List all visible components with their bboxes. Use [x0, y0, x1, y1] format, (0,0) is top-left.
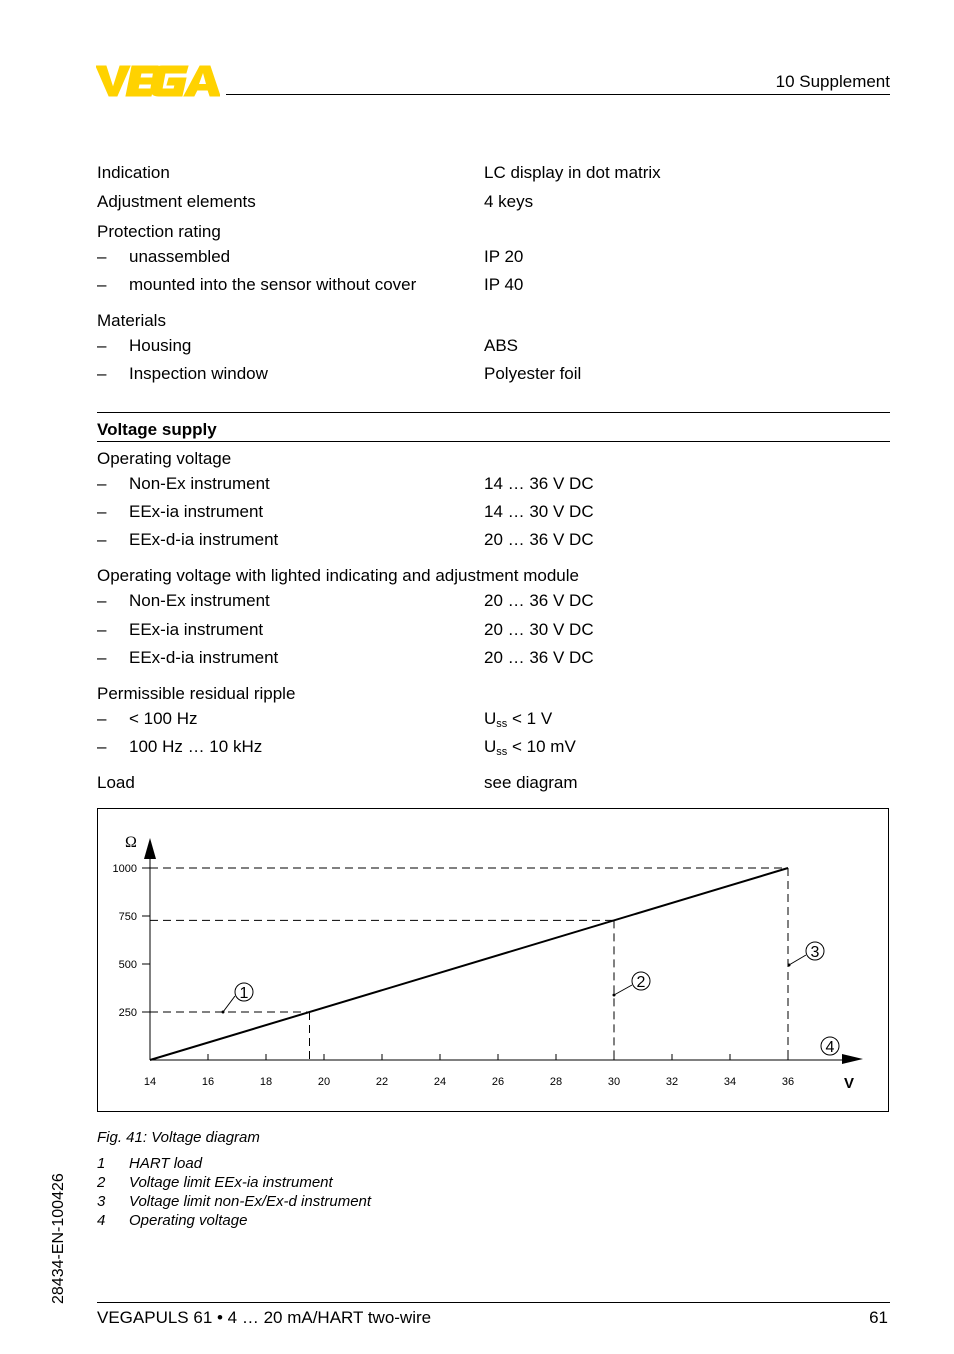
dash-bullet: –	[97, 502, 107, 521]
spec-label: Protection rating	[97, 222, 221, 241]
voltage-label: Operating voltage	[97, 449, 232, 468]
dash-bullet: –	[97, 591, 107, 610]
spec-row	[97, 222, 221, 242]
header-rule	[226, 94, 890, 95]
x-tick-label: 36	[781, 1076, 795, 1088]
dash-bullet: –	[97, 364, 107, 383]
x-tick-label: 22	[375, 1076, 389, 1088]
voltage-label: Non-Ex instrument	[129, 591, 270, 610]
voltage-label: 100 Hz … 10 kHz	[129, 737, 263, 756]
y-tick-label: 250	[118, 1007, 137, 1019]
x-tick-label: 32	[665, 1076, 679, 1088]
voltage-label: EEx-d-ia instrument	[129, 648, 279, 667]
footer-title: VEGAPULS 61 • 4 … 20 mA/HART two-wire	[97, 1308, 432, 1327]
spec-label: unassembled	[129, 247, 231, 266]
x-tick-label: 14	[143, 1076, 157, 1088]
voltage-value: $U_{ss} < 10$ mV	[484, 737, 576, 758]
section-title: Voltage supply	[97, 420, 217, 439]
legend-number: 4	[97, 1212, 106, 1229]
spec-value: Polyester foil	[484, 364, 582, 383]
page-number: 61	[869, 1308, 888, 1327]
spec-label: Indication	[97, 163, 170, 182]
voltage-row	[97, 566, 579, 586]
footer-rule	[97, 1302, 890, 1303]
spec-value: IP 40	[484, 275, 524, 294]
callout-number: 4	[825, 1039, 835, 1056]
section-header: 10 Supplement	[775, 72, 890, 91]
spec-label: Adjustment elements	[97, 192, 256, 211]
x-axis-arrow	[842, 1054, 863, 1064]
y-axis-label: Ω	[125, 834, 137, 851]
voltage-label: Load	[97, 773, 135, 792]
callout-leader	[789, 955, 806, 965]
spec-label: Materials	[97, 311, 166, 330]
vega-logo	[96, 64, 220, 98]
x-tick-label: 20	[317, 1076, 331, 1088]
y-tick-label: 750	[118, 911, 137, 923]
x-tick-label: 18	[259, 1076, 273, 1088]
y-tick-label: 1000	[112, 863, 137, 875]
legend-number: 1	[97, 1155, 106, 1172]
spec-label: Inspection window	[129, 364, 268, 383]
callout-dot	[222, 1011, 225, 1014]
x-tick-label: 16	[201, 1076, 215, 1088]
dash-bullet: –	[97, 474, 107, 493]
spec-row	[97, 163, 170, 183]
spec-value: ABS	[484, 336, 519, 355]
voltage-label: Non-Ex instrument	[129, 474, 270, 493]
spec-row	[97, 192, 256, 212]
figure-caption: Fig. 41: Voltage diagram	[97, 1129, 260, 1146]
legend-number: 3	[97, 1193, 106, 1210]
dash-bullet: –	[97, 648, 107, 667]
callout-number: 2	[636, 974, 646, 991]
x-tick-label: 28	[549, 1076, 563, 1088]
callout-dot	[613, 994, 616, 997]
load-line	[150, 868, 788, 1060]
voltage-value: 14 … 30 V DC	[484, 502, 594, 521]
legend-text: Voltage limit non-Ex/Ex-d instrument	[129, 1193, 372, 1210]
legend-text: HART load	[129, 1155, 203, 1172]
voltage-value: 14 … 36 V DC	[484, 474, 594, 493]
voltage-value: 20 … 30 V DC	[484, 620, 594, 639]
section-rule-bottom	[97, 441, 890, 442]
spec-label: mounted into the sensor without cover	[129, 275, 417, 294]
x-tick-label: 34	[723, 1076, 737, 1088]
voltage-row	[97, 773, 135, 793]
document-code: 28434-EN-100426	[50, 1173, 67, 1304]
callout-leader	[614, 985, 632, 995]
voltage-diagram	[97, 808, 889, 1112]
callout-number: 3	[810, 944, 820, 961]
dash-bullet: –	[97, 530, 107, 549]
x-tick-label: 26	[491, 1076, 505, 1088]
voltage-value: 20 … 36 V DC	[484, 530, 594, 549]
section-rule-top	[97, 412, 890, 413]
voltage-row	[97, 684, 295, 704]
dash-bullet: –	[97, 336, 107, 355]
legend-text: Operating voltage	[129, 1212, 248, 1229]
dash-bullet: –	[97, 620, 107, 639]
spec-value: LC display in dot matrix	[484, 163, 661, 182]
spec-label: Housing	[129, 336, 192, 355]
dash-bullet: –	[97, 247, 107, 266]
y-tick-label: 500	[118, 959, 137, 971]
callout-dot	[788, 964, 791, 967]
spec-value: 4 keys	[484, 192, 534, 211]
voltage-value: 20 … 36 V DC	[484, 591, 594, 610]
spec-value: IP 20	[484, 247, 524, 266]
callout-leader	[223, 996, 235, 1012]
x-axis-label: V	[843, 1075, 855, 1092]
voltage-label: Operating voltage with lighted indicating and adjustment module	[97, 566, 579, 585]
voltage-row	[97, 449, 231, 469]
voltage-label: Permissible residual ripple	[97, 684, 296, 703]
voltage-label: EEx-ia instrument	[129, 502, 264, 521]
voltage-value: $U_{ss} < 1$ V	[484, 709, 553, 730]
dash-bullet: –	[97, 709, 107, 728]
voltage-label: < 100 Hz	[129, 709, 198, 728]
x-tick-label: 30	[607, 1076, 621, 1088]
legend-number: 2	[97, 1174, 106, 1191]
legend-text: Voltage limit EEx-ia instrument	[129, 1174, 333, 1191]
dash-bullet: –	[97, 275, 107, 294]
callout-number: 1	[239, 985, 249, 1002]
voltage-value: see diagram	[484, 773, 578, 792]
spec-row	[97, 311, 166, 331]
dash-bullet: –	[97, 737, 107, 756]
voltage-value: 20 … 36 V DC	[484, 648, 594, 667]
voltage-label: EEx-ia instrument	[129, 620, 264, 639]
voltage-label: EEx-d-ia instrument	[129, 530, 279, 549]
y-axis-arrow	[144, 838, 156, 859]
x-tick-label: 24	[433, 1076, 447, 1088]
